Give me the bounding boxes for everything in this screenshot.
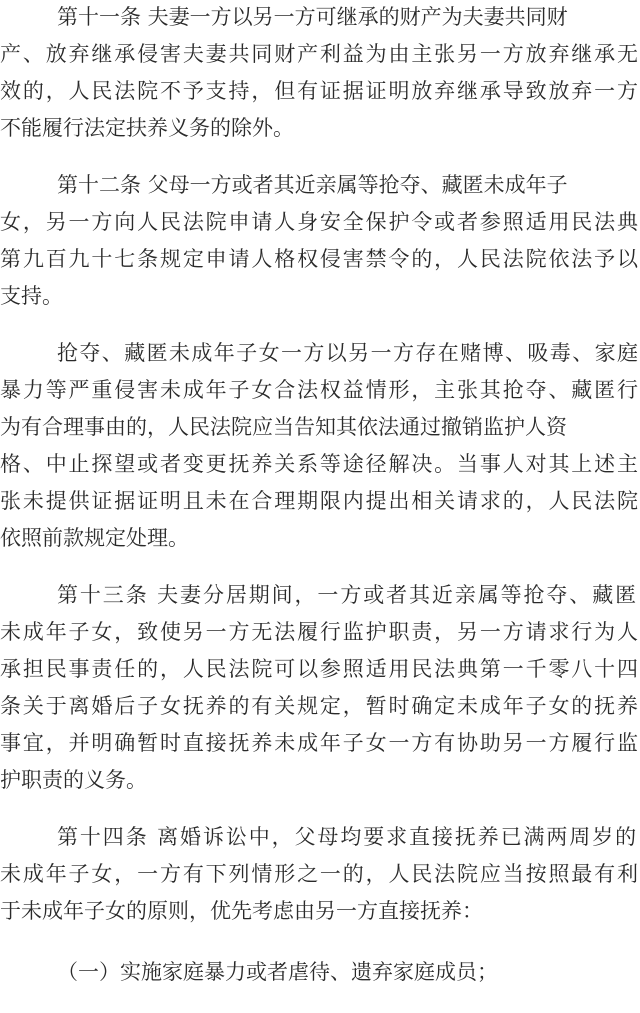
text-line-13 <box>0 484 640 518</box>
text-line-23-content: 于未成年子女的原则，优先考虑由另一方直接抚养： <box>0 899 483 923</box>
text-line-14 <box>0 521 640 555</box>
text-line-19 <box>0 726 640 760</box>
text-line-6-content: 女，另一方向人民法院申请人身安全保护令或者参照适用民法典 <box>0 210 640 234</box>
text-line-24 <box>0 955 640 989</box>
text-line-22 <box>0 857 640 891</box>
text-line-1 <box>0 0 640 34</box>
text-line-16-content: 未成年子女，致使另一方无法履行监护职责，另一方请求行为人 <box>0 620 640 644</box>
text-line-4 <box>0 111 640 145</box>
text-line-19-content: 事宜，并明确暂时直接抚养未成年子女一方有协助另一方履行监 <box>0 731 640 755</box>
text-line-9-content: 抢夺、藏匿未成年子女一方以另一方存在赌博、吸毒、家庭 <box>57 341 640 365</box>
text-line-12-content: 格、中止探望或者变更抚养关系等途径解决。当事人对其上述主 <box>0 452 640 476</box>
text-line-8-content: 支持。 <box>0 284 63 308</box>
text-line-6 <box>0 205 640 239</box>
text-line-7-content: 第九百九十七条规定申请人格权侵害禁令的，人民法院依法予以 <box>0 247 640 271</box>
text-line-23 <box>0 894 640 928</box>
text-line-2-content: 产、放弃继承侵害夫妻共同财产利益为由主张另一方放弃继承无 <box>0 42 640 66</box>
text-line-22-content: 未成年子女，一方有下列情形之一的，人民法院应当按照最有利 <box>0 862 640 886</box>
text-line-16 <box>0 615 640 649</box>
text-line-15 <box>0 578 640 612</box>
text-line-20 <box>0 763 640 797</box>
text-line-20-content: 护职责的义务。 <box>0 768 147 792</box>
text-line-3-content: 效的，人民法院不予支持，但有证据证明放弃继承导致放弃一方 <box>0 79 640 103</box>
text-line-17 <box>0 652 640 686</box>
text-line-21 <box>0 820 640 854</box>
text-line-2 <box>0 37 640 71</box>
text-line-10 <box>0 373 640 407</box>
text-line-13-content: 张未提供证据证明且未在合理期限内提出相关请求的，人民法院 <box>0 489 640 513</box>
text-line-1-content: 第十一条 夫妻一方以另一方可继承的财产为夫妻共同财 <box>57 5 568 29</box>
text-line-11 <box>0 410 640 444</box>
text-line-5 <box>0 168 640 202</box>
text-line-24-content: （一）实施家庭暴力或者虐待、遗弃家庭成员； <box>57 960 498 984</box>
text-line-4-content: 不能履行法定扶养义务的除外。 <box>0 116 294 140</box>
text-line-18-content: 条关于离婚后子女抚养的有关规定，暂时确定未成年子女的抚养 <box>0 694 640 718</box>
text-line-17-content: 承担民事责任的，人民法院可以参照适用民法典第一千零八十四 <box>0 657 640 681</box>
text-line-5-content: 第十二条 父母一方或者其近亲属等抢夺、藏匿未成年子 <box>57 173 568 197</box>
text-line-21-content: 第十四条 离婚诉讼中，父母均要求直接抚养已满两周岁的 <box>57 825 638 849</box>
text-line-15-content: 第十三条 夫妻分居期间，一方或者其近亲属等抢夺、藏匿 <box>57 583 638 607</box>
text-line-12 <box>0 447 640 481</box>
text-line-9 <box>0 336 640 370</box>
text-line-7 <box>0 242 640 276</box>
text-line-14-content: 依照前款规定处理。 <box>0 526 189 550</box>
text-line-11-content: 为有合理事由的，人民法院应当告知其依法通过撤销监护人资 <box>0 415 567 439</box>
text-line-3 <box>0 74 640 108</box>
text-line-10-content: 暴力等严重侵害未成年子女合法权益情形，主张其抢夺、藏匿行 <box>0 378 640 402</box>
text-line-8 <box>0 279 640 313</box>
text-line-18 <box>0 689 640 723</box>
